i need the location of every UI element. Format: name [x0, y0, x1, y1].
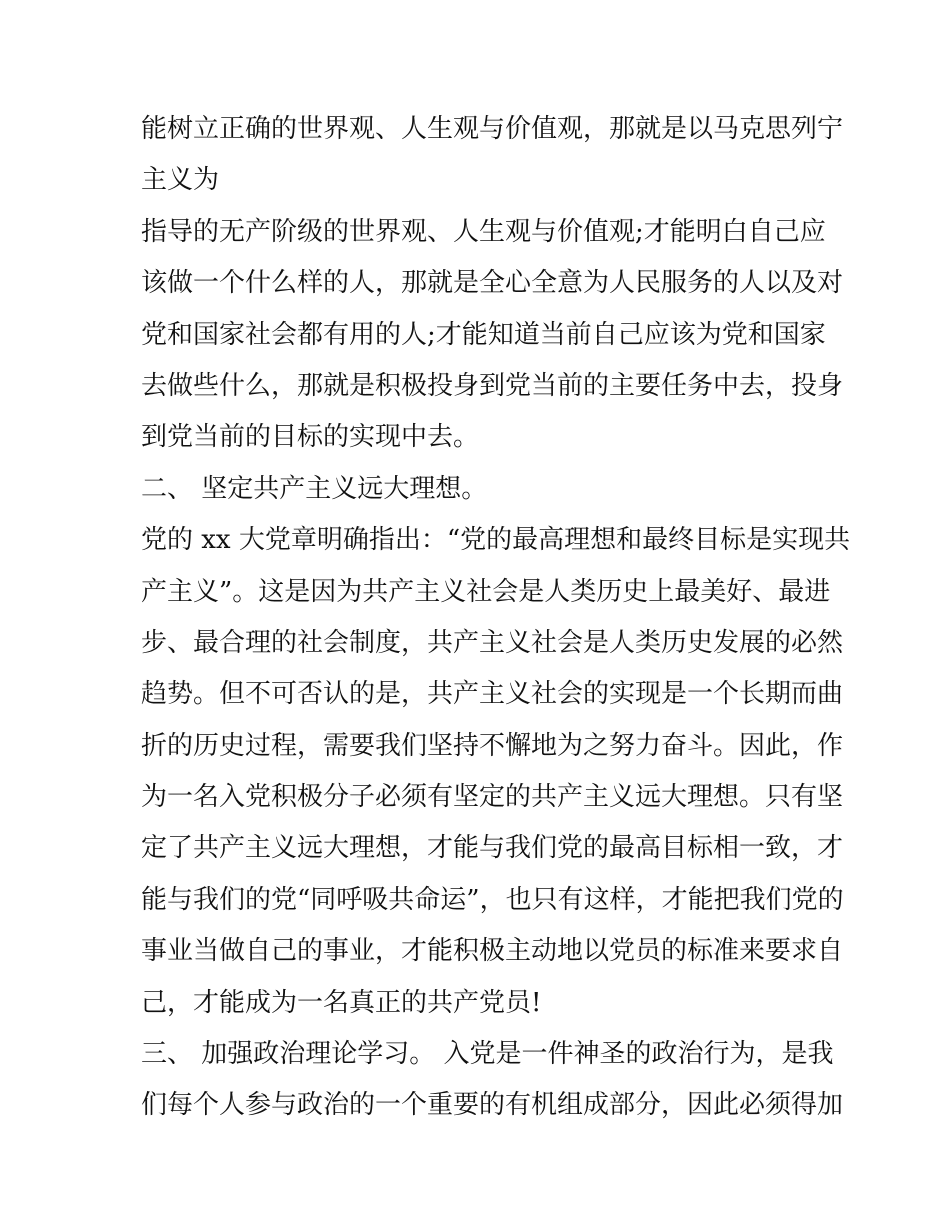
text-line: 步、最合理的社会制度，共产主义社会是人类历史发展的必然 [141, 627, 844, 658]
text-line: 产主义”。这是因为共产主义社会是人类历史上最美好、最进 [141, 576, 831, 607]
text-line: 主义为 [141, 165, 220, 196]
text-line: 己，才能成为一名真正的共产党员! [141, 987, 542, 1018]
text-line: 到党当前的目标的实现中去。 [141, 422, 480, 453]
text-line: 去做些什么，那就是积极投身到党当前的主要任务中去，投身 [141, 370, 844, 401]
text-line: 能与我们的党“同呼吸共命运”，也只有这样，才能把我们党的 [141, 884, 844, 915]
text-line: 趋势。但不可否认的是，共产主义社会的实现是一个长期而曲 [141, 679, 844, 710]
text-line: 指导的无产阶级的世界观、人生观与价值观;才能明白自己应 [141, 216, 826, 247]
text-line: 定了共产主义远大理想，才能与我们党的最高目标相一致，才 [141, 833, 844, 864]
text-line: 能树立正确的世界观、人生观与价值观，那就是以马克思列宁 [141, 114, 844, 144]
text-line: 为一名入党积极分子必须有坚定的共产主义远大理想。只有坚 [141, 782, 844, 813]
text-line: 该做一个什么样的人，那就是全心全意为人民服务的人以及对 [141, 268, 844, 299]
text-line: 党的 xx 大党章明确指出：“党的最高理想和最终目标是实现共 [141, 525, 851, 556]
text-line: 们每个人参与政治的一个重要的有机组成部分，因此必须得加 [141, 1090, 844, 1121]
text-line: 事业当做自己的事业，才能积极主动地以党员的标准来要求自 [141, 936, 844, 967]
section-heading-2: 二、 坚定共产主义远大理想。 [141, 473, 488, 504]
section-heading-3: 三、 加强政治理论学习。 入党是一件神圣的政治行为，是我 [141, 1039, 834, 1070]
body-text [141, 104, 851, 1132]
text-line: 党和国家社会都有用的人;才能知道当前自己应该为党和国家 [141, 319, 826, 350]
text-line: 折的历史过程，需要我们坚持不懈地为之努力奋斗。因此，作 [141, 730, 844, 761]
